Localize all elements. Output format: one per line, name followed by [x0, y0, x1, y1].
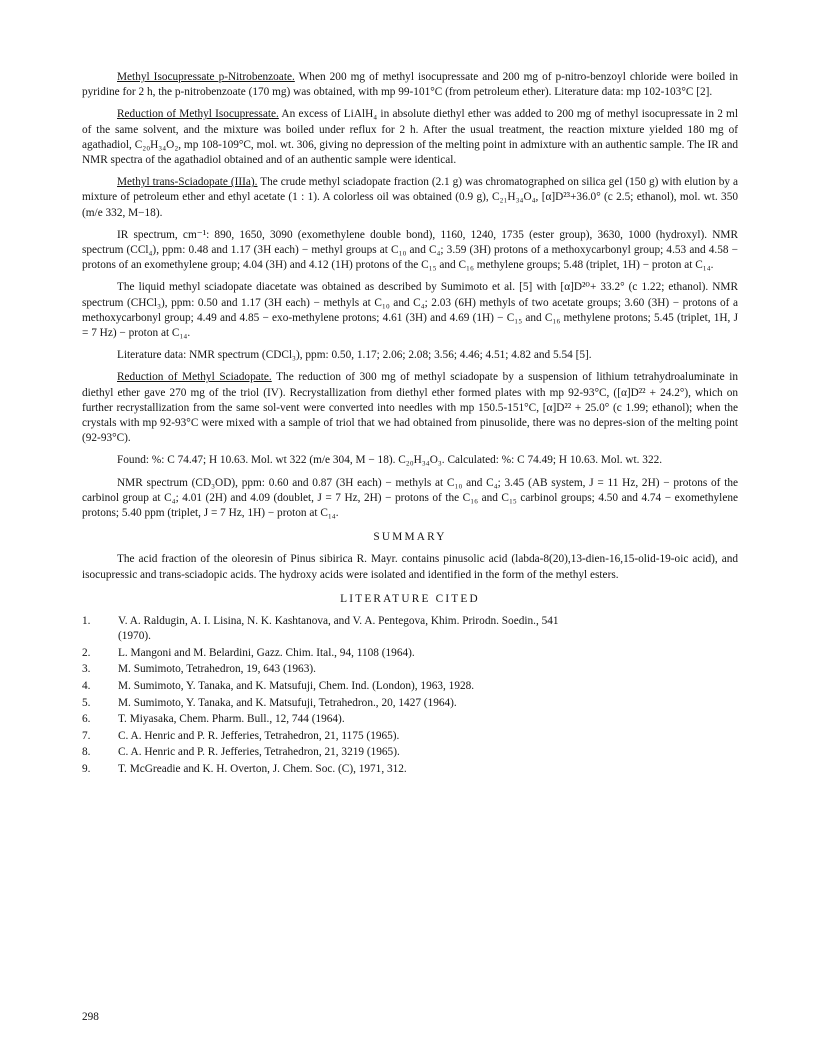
reference-number: 3.: [82, 663, 91, 676]
reference-text: L. Mangoni and M. Belardini, Gazz. Chim. Ital., 94, 1108 (1964).: [118, 646, 415, 659]
reference-text: M. Sumimoto, Y. Tanaka, and K. Matsufuji, Chem. Ind. (London), 1963, 1928.: [118, 680, 475, 693]
paragraph-trans-sciadopate: [82, 175, 738, 221]
reference-number: 6.: [82, 713, 91, 726]
reference-text: M. Sumimoto, Y. Tanaka, and K. Matsufuji, Tetrahedron., 20, 1427 (1964).: [118, 696, 457, 709]
reference-text-continuation: (1970).: [118, 630, 151, 643]
paragraph-reduction-isocupressate: [82, 107, 738, 168]
literature-heading: LITERATURE CITED: [340, 592, 480, 605]
reference-item: [82, 762, 738, 777]
paragraph-literature-data: [82, 348, 738, 363]
reference-number: 2.: [82, 646, 91, 659]
paragraph-text: The reduction of 300 mg of methyl sciadopate by a suspension of lithium tetrahydroaluminate in diethyl ether gave 270 mg of the triol (IV). Recrystallization from diethyl ether formed plates with mp 92-93°C, ([α]D²² + 24.2°), which on further recrystallization from the same sol-vent were converted into needles with mp 150.5-151°C, [α]D²² + 25.0° (c 1.99; ethanol); when the crystals with mp 92-93°C were mixed with a sample of triol that we had obtained from pinusolide, there was no depres-sion of the melting point (92-93°C).: [82, 371, 738, 445]
reference-text: [118, 614, 738, 644]
summary-text: The acid fraction of the oleoresin of Pinus sibirica R. Mayr. contains pinusolic acid (labda-8(20),13-dien-16,15-olid-19-oic acid), and isocupressic and trans-sciadopic acids. The hydroxy acids were isolated and identified in the form of the methyl esters.: [82, 553, 738, 581]
section-heading: Reduction of Methyl Isocupressate.: [117, 108, 279, 121]
paragraph-text: When 200 mg of methyl isocupressate and 200 mg of p-nitro-benzoyl chloride were boiled in pyridine for 2 h, the p-nitrobenzoate (170 mg) was obtained, with mp 99-101°C (from petroleum ether). Literature data: mp 102-103°C [2].: [82, 71, 738, 99]
reference-text: T. McGreadie and K. H. Overton, J. Chem. Soc. (C), 1971, 312.: [118, 763, 407, 776]
paragraph-found: [82, 453, 738, 468]
paragraph-diacetate: [82, 280, 738, 341]
page-body: [82, 70, 738, 779]
paragraph-text: Found: %: C 74.47; H 10.63. Mol. wt 322 (m/e 304, M − 18). C₂₀H₃₄O₃. Calculated: %: C 74.49; H 10.63. Mol. wt. 322.: [117, 454, 663, 467]
paragraph-text: An excess of LiAlH₄ in absolute diethyl ether was added to 200 mg of methyl isocupressate in 2 ml of the same solvent, and the mixture was boiled under reflux for 2 h. After the usual treatment, the reaction mixture yielded 180 mg of agathadiol, C₂₀H₃₄O₂, mp 108-109°C, mol. wt. 306, giving no depression of the melting point in admixture with an authentic sample. The IR and NMR spectra of the agathadiol obtained and of an authentic sample were identical.: [82, 108, 738, 167]
page-number: 298: [82, 1011, 99, 1023]
reference-number: 1.: [82, 615, 91, 628]
reference-number: 4.: [82, 680, 91, 693]
section-heading: Methyl Isocupressate p-Nitrobenzoate.: [117, 71, 295, 83]
reference-item: [82, 646, 738, 661]
paragraph-text: The liquid methyl sciadopate diacetate was obtained as described by Sumimoto et al. [5] with [α]D²⁰+ 33.2° (c 1.22; ethanol). NMR spectrum (CHCl₃), ppm: 0.50 and 1.17 (3H each) − methyls at C₁₀ and C₄; 2.03 (6H) methyls of two acetate groups; 3.60 (3H) − protons of a methoxycarbonyl group; 4.49 and 4.85 − exo-methylene protons; 4.61 (3H) and 4.69 (1H) − C₁₅ and C₁₆ methylene protons; 5.45 (triplet, 1H, J = 7 Hz) − proton at C₁₄.: [82, 281, 738, 340]
reference-item: [82, 679, 738, 694]
reference-item: [82, 729, 738, 744]
reference-text: M. Sumimoto, Tetrahedron, 19, 643 (1963).: [118, 663, 316, 676]
paragraph-text: The crude methyl sciadopate fraction (2.1 g) was chromatographed on silica gel (150 g) with elution by a mixture of petroleum ether and ethyl acetate (1 : 1). A colorless oil was obtained (0.9 g), C₂₁H₃₄O₄, [α]D²³+36.0° (c 2.5; ethanol), mol. wt. 350 (m/e 332, M−18).: [82, 176, 738, 219]
paragraph-nmr-cd3od: [82, 476, 738, 522]
section-heading: Methyl trans-Sciadopate (IIIa).: [117, 176, 258, 189]
reference-text: T. Miyasaka, Chem. Pharm. Bull., 12, 744 (1964).: [118, 713, 345, 726]
reference-item: [82, 662, 738, 677]
paragraph-p-nitrobenzoate: [82, 70, 738, 100]
section-heading: Reduction of Methyl Sciadopate.: [117, 371, 272, 384]
paragraph-text: IR spectrum, cm⁻¹: 890, 1650, 3090 (exomethylene double bond), 1160, 1240, 1735 (ester group), 3630, 1000 (hydroxyl). NMR spectrum (CCl₄), ppm: 0.48 and 1.17 (3H each) − methyl groups at C₁₀ and C₄; 3.59 (3H) protons of a methoxycarbonyl group; 4.53 and 4.58 − protons of an exomethylene group; 4.04 (3H) and 4.12 (1H) protons of the C₁₅ and C₁₆ methylene groups; 5.48 (triplet, 1H) − proton at C₁₄.: [82, 228, 738, 272]
reference-text: C. A. Henric and P. R. Jefferies, Tetrahedron, 21, 1175 (1965).: [118, 729, 400, 742]
reference-item: [82, 712, 738, 727]
reference-text-line: V. A. Raldugin, A. I. Lisina, N. K. Kashtanova, and V. A. Pentegova, Khim. Prirodn. Soedin., 541: [118, 615, 559, 628]
reference-number: 9.: [82, 763, 91, 776]
paragraph-text: NMR spectrum (CD₃OD), ppm: 0.60 and 0.87 (3H each) − methyls at C₁₀ and C₄; 3.45 (AB system, J = 11 Hz, 2H) − protons of the carbinol group at C₄; 4.01 (2H) and 4.09 (doublet, J = 7 Hz, 2H) − protons of the C₁₆ and C₁₅ carbinol groups; 4.50 and 4.74 − exomethylene protons; 5.40 ppm (triplet, J = 7 Hz, 1H) − proton at C₁₄.: [82, 476, 738, 520]
reference-number: 7.: [82, 729, 91, 742]
reference-item: [82, 614, 738, 644]
paragraph-ir-spectrum: [82, 228, 738, 274]
reference-text: C. A. Henric and P. R. Jefferies, Tetrahedron, 21, 3219 (1965).: [118, 746, 400, 759]
reference-number: 5.: [82, 696, 91, 709]
reference-item: [82, 696, 738, 711]
paragraph-text: Literature data: NMR spectrum (CDCl₃), ppm: 0.50, 1.17; 2.06; 2.08; 3.56; 4.46; 4.51; 4.82 and 5.54 [5].: [117, 349, 592, 362]
summary-heading: SUMMARY: [373, 531, 447, 544]
reference-item: [82, 745, 738, 760]
reference-list: [82, 614, 738, 777]
paragraph-reduction-sciadopate: [82, 370, 738, 446]
reference-number: 8.: [82, 746, 91, 759]
